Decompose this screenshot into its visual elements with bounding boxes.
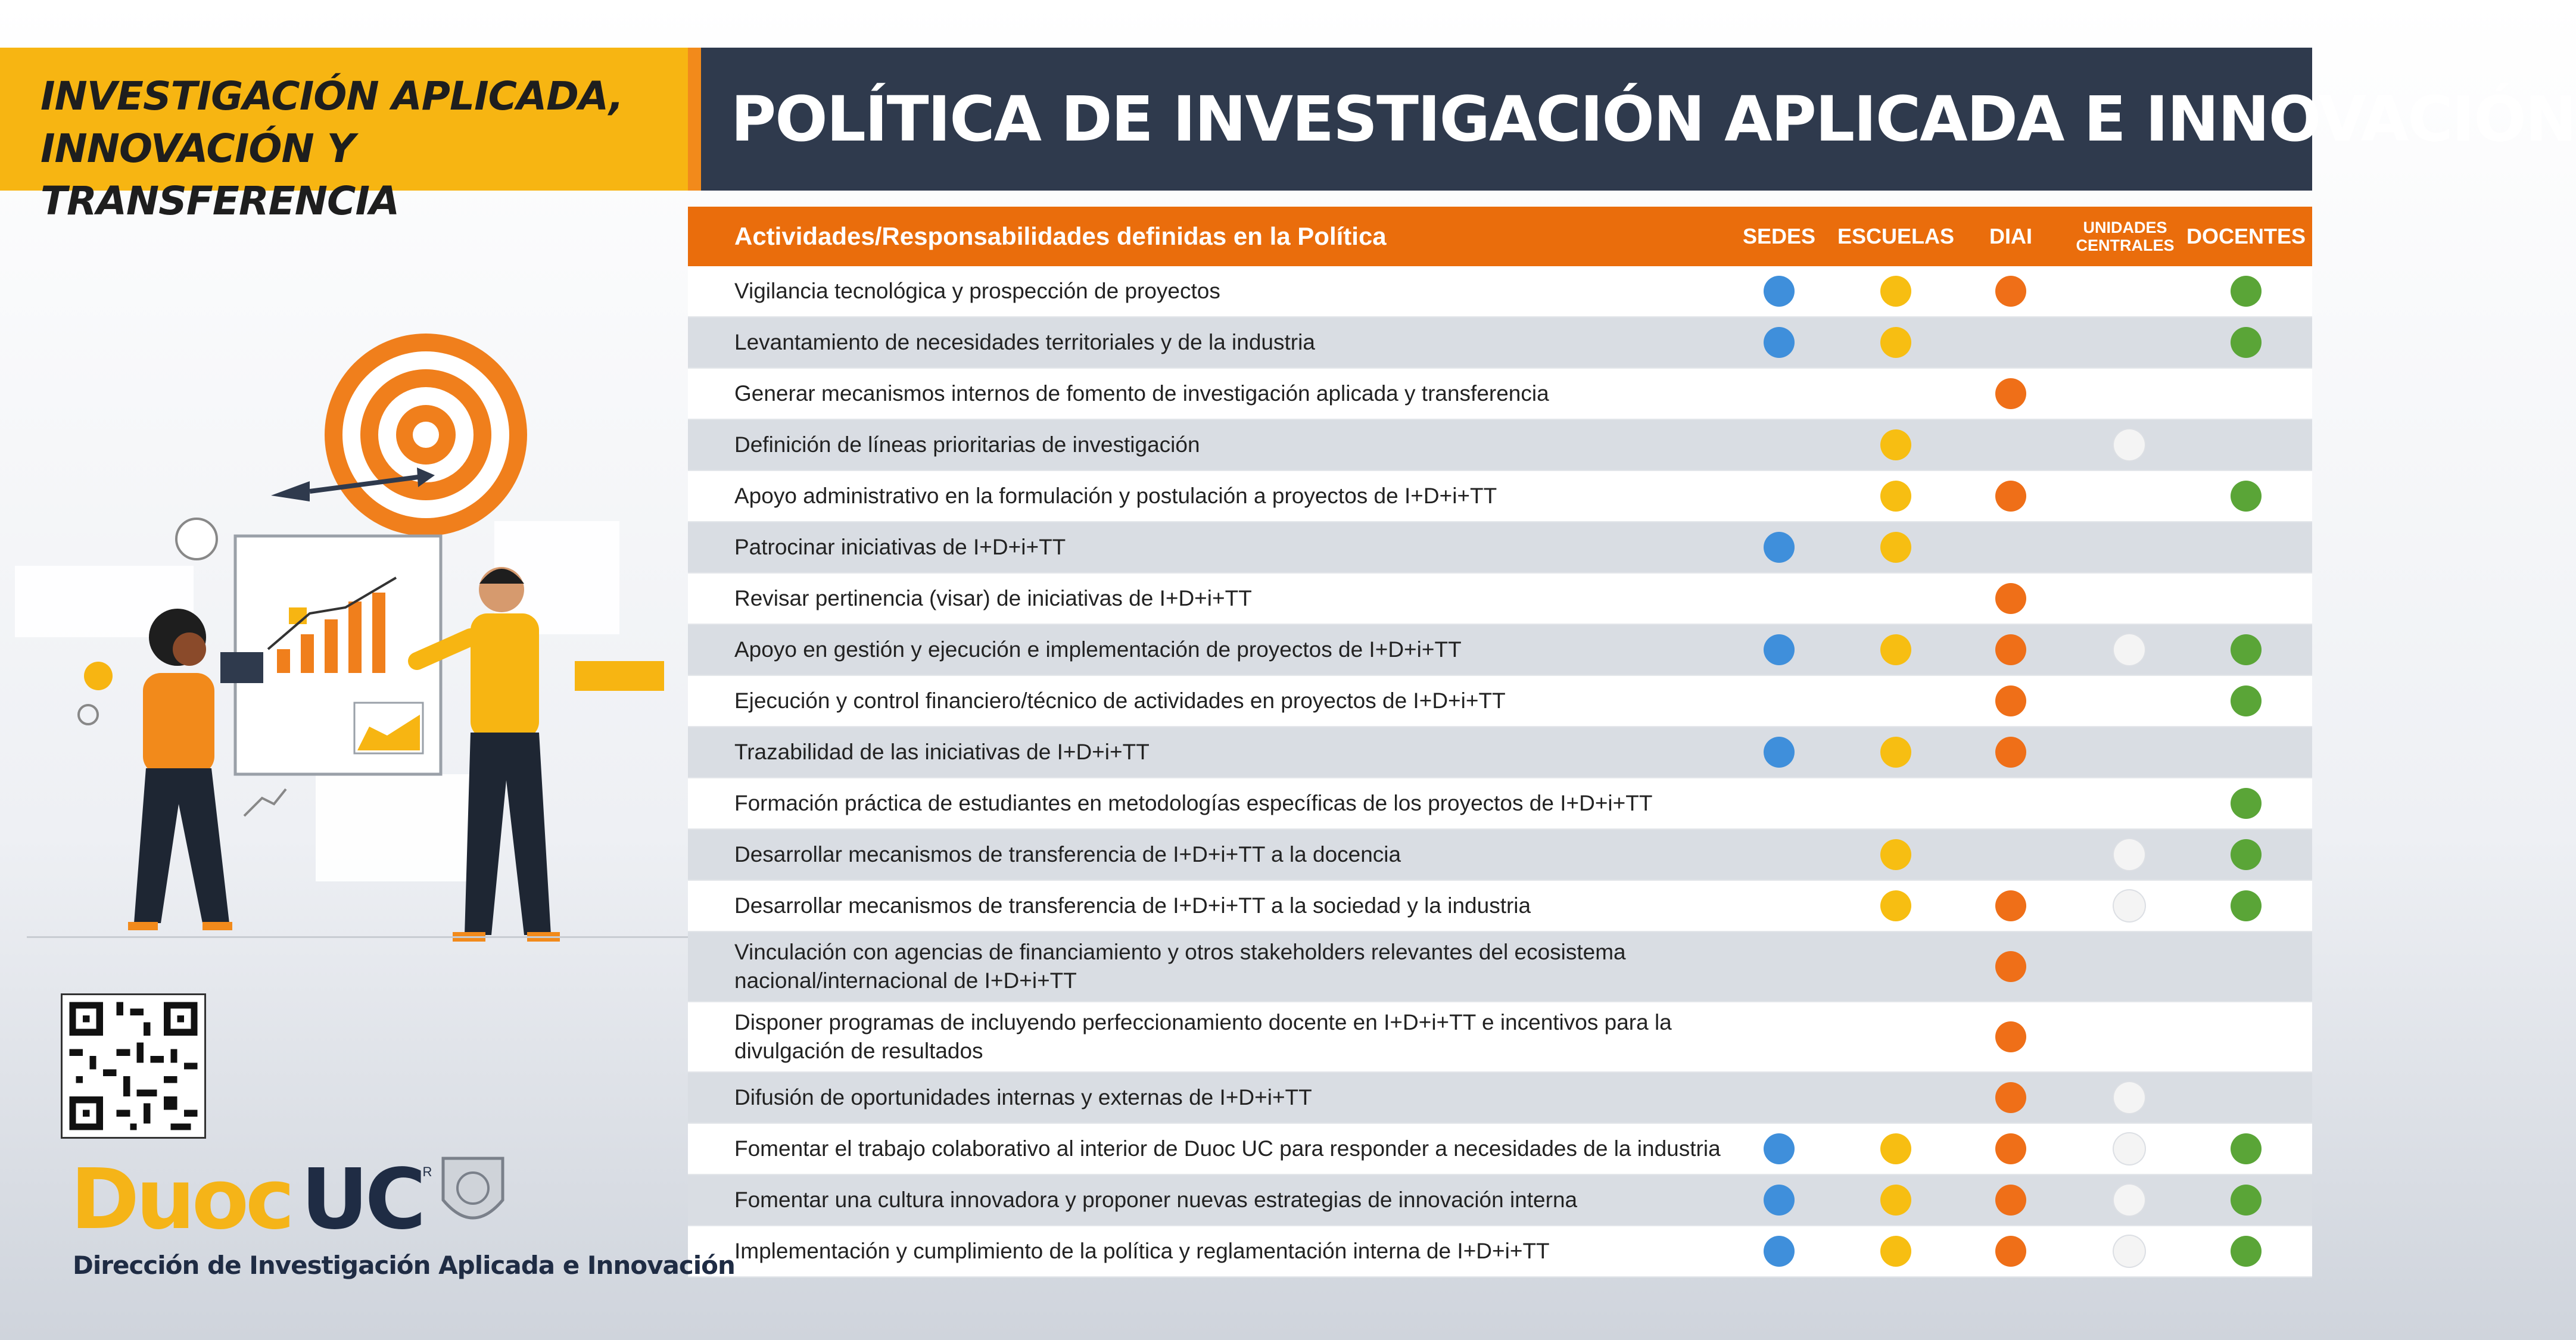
mark-dot-sedes: [1764, 532, 1795, 563]
table-row: [688, 574, 2312, 625]
mark-dot-diai: [1995, 583, 2026, 614]
mark-dot-unidades: [2114, 890, 2145, 921]
target-icon: [325, 334, 527, 536]
mark-dot-docentes: [2231, 1236, 2262, 1267]
activity-text: Formación práctica de estudiantes en metodologías específicas de los proyectos de I+D+i+TT: [734, 791, 1653, 815]
mark-dot-diai: [1995, 737, 2026, 768]
activity-text: Definición de líneas prioritarias de investigación: [734, 432, 1200, 457]
table-row: [688, 420, 2312, 471]
activity-text: Desarrollar mecanismos de transferencia de I+D+i+TT a la sociedad y la industria: [734, 893, 1531, 918]
mark-dot-unidades: [2114, 1185, 2145, 1216]
activity-text: Apoyo administrativo en la formulación y postulación a proyectos de I+D+i+TT: [734, 484, 1497, 508]
mark-dot-escuelas: [1880, 1185, 1911, 1216]
activity-text: Vigilancia tecnológica y prospección de proyectos: [734, 279, 1220, 303]
mark-dot-docentes: [2231, 1185, 2262, 1216]
logo-duoc-text: Duoc: [70, 1151, 292, 1248]
mark-dot-diai: [1995, 634, 2026, 665]
column-header-sedes: SEDES: [1742, 224, 1816, 248]
mark-dot-docentes: [2231, 685, 2262, 716]
mark-dot-docentes: [2231, 276, 2262, 307]
table-row: [688, 1124, 2312, 1175]
mark-dot-escuelas: [1880, 429, 1911, 460]
mark-dot-escuelas: [1880, 737, 1911, 768]
duoc-uc-logo: [70, 1151, 432, 1248]
column-header-escuelas: ESCUELAS: [1837, 224, 1955, 248]
mark-dot-escuelas: [1880, 890, 1911, 921]
table-row: [688, 1226, 2312, 1277]
table-row: [688, 471, 2312, 522]
mark-dot-diai: [1995, 1236, 2026, 1267]
mark-dot-docentes: [2231, 634, 2262, 665]
logo-uc-text: UC: [301, 1151, 423, 1248]
mark-dot-escuelas: [1880, 1236, 1911, 1267]
mark-dot-docentes: [2231, 327, 2262, 358]
id-card-icon: [575, 661, 664, 691]
seal-icon: [437, 1152, 509, 1236]
mark-dot-diai: [1995, 1021, 2026, 1052]
mark-dot-escuelas: [1880, 532, 1911, 563]
accent-bar: [688, 48, 701, 191]
mark-dot-escuelas: [1880, 276, 1911, 307]
activity-text: Generar mecanismos internos de fomento de investigación aplicada y transferencia: [734, 381, 1549, 406]
qr-code[interactable]: [61, 993, 206, 1139]
table-row: [688, 727, 2312, 778]
activity-text: Ejecución y control financiero/técnico de actividades en proyectos de I+D+i+TT: [734, 688, 1506, 713]
section-title-line2: INNOVACIÓN Y TRANSFERENCIA: [41, 126, 400, 224]
table-row: [688, 266, 2312, 317]
section-title-line1: INVESTIGACIÓN APLICADA,: [41, 73, 624, 119]
table-row: [688, 317, 2312, 369]
activity-text: Disponer programas de incluyendo perfeccionamiento docente en I+D+i+TT e incentivos para la divulgación de resultados: [734, 1010, 1672, 1063]
mark-dot-diai: [1995, 1082, 2026, 1113]
table-row: [688, 932, 2312, 1002]
mark-dot-docentes: [2231, 839, 2262, 870]
activities-header: Actividades/Responsabilidades definidas en la Política: [734, 222, 1387, 250]
table-row: [688, 1002, 2312, 1073]
logo-subtitle: Dirección de Investigación Aplicada e Innovación: [73, 1251, 735, 1280]
column-header-diai: DIAI: [1989, 224, 2032, 248]
mark-dot-docentes: [2231, 788, 2262, 819]
column-header-unidades-centrales: UNIDADES CENTRALES: [2076, 219, 2175, 254]
mark-dot-sedes: [1764, 276, 1795, 307]
registered-mark: R: [422, 1164, 432, 1179]
mark-dot-unidades: [2114, 839, 2145, 870]
mark-dot-docentes: [2231, 481, 2262, 512]
trend-icon: [244, 789, 286, 816]
mark-dot-sedes: [1764, 1133, 1795, 1164]
activity-text: Patrocinar iniciativas de I+D+i+TT: [734, 535, 1066, 559]
mark-dot-unidades: [2114, 1133, 2145, 1164]
column-header-docentes: DOCENTES: [2186, 224, 2306, 248]
mark-dot-escuelas: [1880, 634, 1911, 665]
table-row: [688, 830, 2312, 881]
mark-dot-diai: [1995, 481, 2026, 512]
table-body: [688, 266, 2312, 1277]
table-header: [688, 207, 2312, 266]
mark-dot-sedes: [1764, 737, 1795, 768]
table-row: [688, 1073, 2312, 1124]
activity-text: Desarrollar mecanismos de transferencia de I+D+i+TT a la docencia: [734, 842, 1401, 867]
clock-icon: [176, 519, 217, 559]
mark-dot-unidades: [2114, 1082, 2145, 1113]
table-row: [688, 1175, 2312, 1226]
mark-dot-sedes: [1764, 1236, 1795, 1267]
mark-dot-docentes: [2231, 1133, 2262, 1164]
activity-text: Vinculación con agencias de financiamiento y otros stakeholders relevantes del ecosistema nacional/internacional de I+D+i+TT: [734, 940, 1626, 993]
mark-dot-diai: [1995, 1185, 2026, 1216]
mark-dot-diai: [1995, 951, 2026, 982]
activity-text: Apoyo en gestión y ejecución e implementación de proyectos de I+D+i+TT: [734, 637, 1462, 662]
mark-dot-sedes: [1764, 1185, 1795, 1216]
page-title: POLÍTICA DE INVESTIGACIÓN APLICADA E INNOVACIÓN: [731, 83, 2576, 155]
activity-text: Revisar pertinencia (visar) de iniciativas de I+D+i+TT: [734, 586, 1252, 610]
research-illustration: [0, 197, 688, 959]
table-row: [688, 676, 2312, 727]
mark-dot-diai: [1995, 276, 2026, 307]
gear-icon-small: [79, 705, 98, 724]
mark-dot-unidades: [2114, 429, 2145, 460]
mark-dot-diai: [1995, 378, 2026, 409]
mark-dot-diai: [1995, 1133, 2026, 1164]
ground-line: [27, 936, 688, 938]
mark-dot-escuelas: [1880, 481, 1911, 512]
mark-dot-sedes: [1764, 327, 1795, 358]
mark-dot-sedes: [1764, 634, 1795, 665]
section-title: [0, 48, 688, 224]
table-row: [688, 369, 2312, 420]
mark-dot-escuelas: [1880, 839, 1911, 870]
mark-dot-unidades: [2114, 634, 2145, 665]
mark-dot-unidades: [2114, 1236, 2145, 1267]
mark-dot-escuelas: [1880, 1133, 1911, 1164]
table-row: [688, 778, 2312, 830]
mark-dot-diai: [1995, 685, 2026, 716]
chart-board-icon: [235, 536, 441, 774]
table-row: [688, 625, 2312, 676]
activity-text: Fomentar una cultura innovadora y proponer nuevas estrategias de innovación interna: [734, 1188, 1578, 1212]
activity-text: Fomentar el trabajo colaborativo al interior de Duoc UC para responder a necesidades de la industria: [734, 1136, 1721, 1161]
mark-dot-diai: [1995, 890, 2026, 921]
header-banner: [701, 48, 2576, 191]
activity-text: Difusión de oportunidades internas y externas de I+D+i+TT: [734, 1085, 1312, 1110]
table-row: [688, 881, 2312, 932]
gear-icon: [84, 662, 113, 690]
responsibility-matrix: [688, 207, 2312, 1277]
table-row: [688, 522, 2312, 574]
mark-dot-docentes: [2231, 890, 2262, 921]
activity-text: Implementación y cumplimiento de la política y reglamentación interna de I+D+i+TT: [734, 1239, 1550, 1263]
mark-dot-escuelas: [1880, 327, 1911, 358]
activity-text: Levantamiento de necesidades territoriales y de la industria: [734, 330, 1315, 354]
activity-text: Trazabilidad de las iniciativas de I+D+i+TT: [734, 740, 1150, 764]
